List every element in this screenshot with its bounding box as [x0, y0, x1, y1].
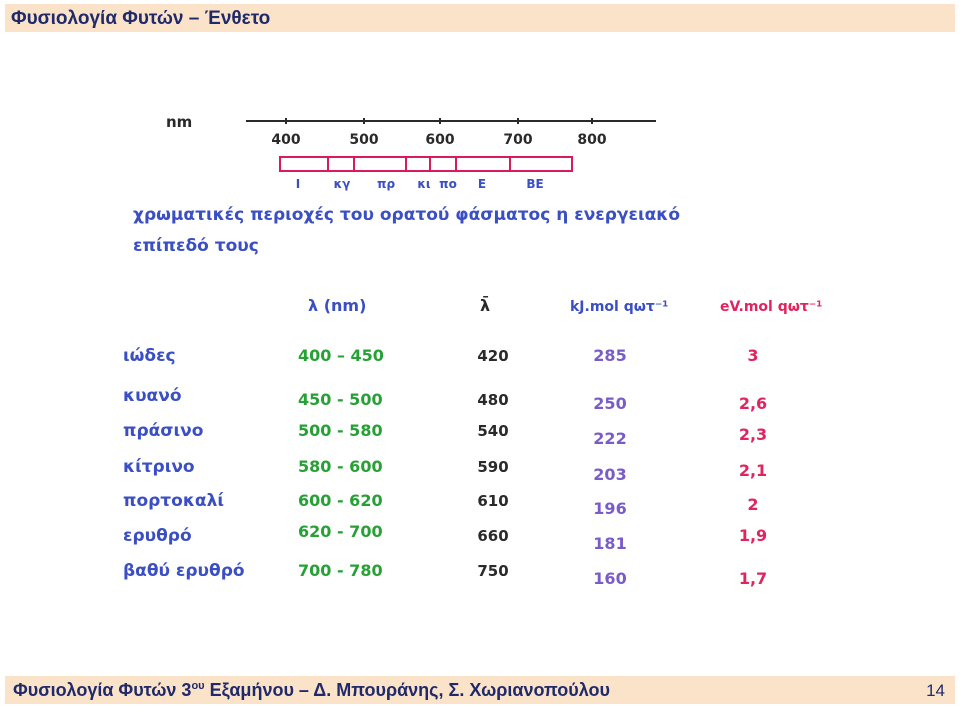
- energy-kj: 181: [593, 534, 627, 553]
- energy-kj: 250: [593, 394, 627, 413]
- energy-kj: 222: [593, 429, 627, 448]
- spectrum-table-figure: [98, 96, 858, 606]
- energy-ev: 1,7: [738, 569, 768, 588]
- scale-tick-label: 800: [577, 132, 607, 148]
- mean-wavelength: 540: [477, 422, 509, 440]
- color-name: κυανό: [123, 386, 182, 406]
- scale-tick-label: 600: [425, 132, 455, 148]
- energy-ev: 3: [747, 346, 759, 365]
- header-mean-wavelength: λ̄: [480, 296, 491, 315]
- header-ev-per-mol: eV.mol qωτ⁻¹: [720, 299, 823, 315]
- handwritten-figure: [98, 96, 858, 606]
- band-label: κι: [417, 177, 431, 191]
- description-line-1: χρωματικές περιοχές του ορατού φάσματος η ενεργειακό: [133, 205, 681, 225]
- energy-kj: 203: [593, 465, 627, 484]
- wavelength-range: 700 - 780: [298, 561, 383, 580]
- footer-course-info: [13, 680, 610, 701]
- mean-wavelength: 590: [477, 458, 509, 476]
- energy-ev: 2,6: [738, 394, 768, 413]
- energy-kj: 160: [593, 569, 627, 588]
- mean-wavelength: 610: [477, 492, 509, 510]
- color-name: πορτοκαλί: [123, 491, 224, 511]
- energy-ev: 2: [747, 495, 759, 514]
- band-label: BE: [526, 177, 544, 191]
- mean-wavelength: 480: [477, 391, 509, 409]
- energy-ev: 2,1: [738, 461, 768, 480]
- band-label: I: [295, 177, 301, 191]
- wavelength-range: 620 - 700: [298, 522, 383, 541]
- wavelength-range: 580 - 600: [298, 457, 383, 476]
- energy-ev: 2,3: [738, 425, 768, 444]
- color-name: κίτρινο: [123, 457, 195, 477]
- header-kj-per-mol: kJ.mol qωτ⁻¹: [570, 299, 669, 315]
- band-label: πο: [439, 177, 457, 191]
- energy-kj: 285: [593, 346, 627, 365]
- description-line-2: επίπεδό τους: [133, 236, 259, 256]
- footer-text-part2: Εξαμήνου – Δ. Μπουράνης, Σ. Χωριανοπούλου: [204, 680, 611, 700]
- color-name: πράσινο: [123, 421, 204, 441]
- wavelength-range: 400 – 450: [298, 346, 384, 365]
- wavelength-range: 500 - 580: [298, 421, 383, 440]
- mean-wavelength: 660: [477, 527, 509, 545]
- footer-superscript: ου: [191, 680, 205, 692]
- energy-ev: 1,9: [738, 526, 768, 545]
- scale-tick-label: 500: [349, 132, 379, 148]
- energy-kj: 196: [593, 499, 627, 518]
- mean-wavelength: 750: [477, 562, 509, 580]
- mean-wavelength: 420: [477, 347, 509, 365]
- header-wavelength-range: λ (nm): [308, 296, 367, 315]
- wavelength-range: 450 - 500: [298, 390, 383, 409]
- footer-text-part1: Φυσιολογία Φυτών 3: [13, 680, 192, 700]
- visible-band-bar: [280, 157, 572, 171]
- band-label: E: [477, 177, 487, 191]
- scale-tick-label: 400: [271, 132, 301, 148]
- color-name: ιώδες: [123, 346, 176, 366]
- scale-unit: nm: [166, 113, 193, 131]
- band-label: πρ: [376, 177, 396, 191]
- scale-tick-label: 700: [503, 132, 533, 148]
- slide-title: Φυσιολογία Φυτών – Ένθετο: [11, 8, 271, 29]
- color-name: ερυθρό: [123, 526, 192, 546]
- slide-header: [5, 4, 955, 32]
- page-number: 14: [926, 681, 945, 700]
- slide-footer: [5, 676, 955, 704]
- band-label: κγ: [333, 177, 351, 191]
- color-name: βαθύ ερυθρό: [123, 561, 245, 581]
- wavelength-range: 600 - 620: [298, 491, 383, 510]
